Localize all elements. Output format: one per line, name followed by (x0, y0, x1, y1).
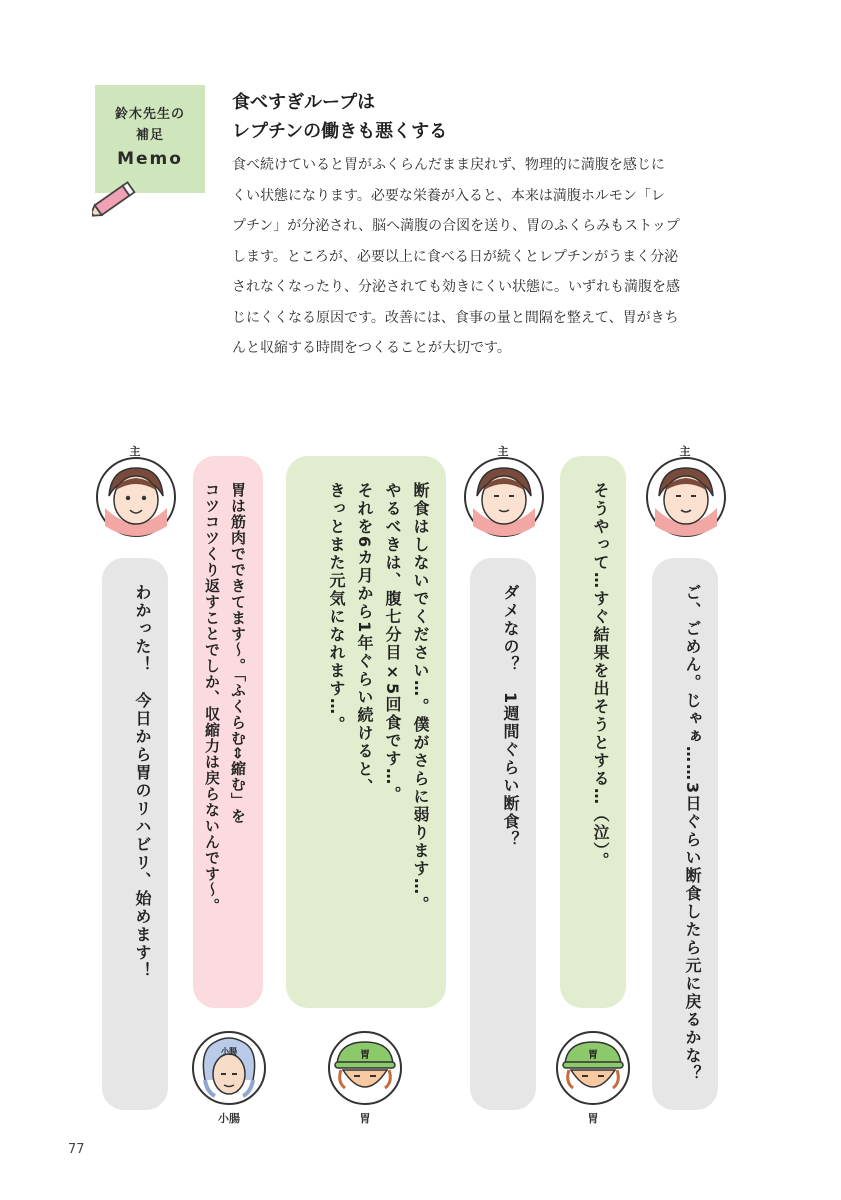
main-character-avatar (645, 456, 727, 538)
bubble-text: そうやって…すぐ結果を出そうとする…（泣）。 (591, 482, 610, 870)
memo-label-word: Memo (117, 149, 183, 169)
memo-body-line: じにくくなる原因です。改善には、食事の量と間隔を整えて、胃がきち (232, 309, 679, 326)
memo-label-line1: 鈴木先生の (114, 107, 185, 122)
memo-body-line: んと収縮する時間をつくることが大切です。 (232, 340, 511, 356)
main-character-avatar (95, 456, 177, 538)
stomach-label: 胃 (359, 1112, 371, 1125)
main-marker: 主 (679, 445, 691, 458)
bubble-text: ダメなの？ 1週間ぐらい断食？ (501, 584, 520, 850)
memo-body-line: します。ところが、必要以上に食べる日が続くとレプチンがうまく分泌 (232, 248, 679, 265)
speech-bubble-main-3 (102, 558, 168, 1110)
main-marker: 主 (129, 445, 141, 458)
memo-title-line2: レプチンの働きも悪くする (232, 121, 448, 142)
stomach-character-avatar (327, 1030, 403, 1106)
speech-bubble-stomach-1 (560, 456, 626, 1008)
memo-body-line: 食べ続けていると胃がふくらんだまま戻れず、物理的に満腹を感じに (232, 157, 665, 173)
intestine-character-avatar (191, 1030, 267, 1106)
stomach-cap-text: 胃 (588, 1050, 598, 1061)
speech-bubble-main-2 (470, 558, 536, 1110)
bubble-text: わかった！ 今日から胃のリハビリ、始めます！ (133, 584, 152, 980)
page-number: 77 (68, 1142, 85, 1157)
main-character-avatar (463, 456, 545, 538)
intestine-label: 小腸 (218, 1112, 240, 1125)
speech-bubble-stomach-2 (286, 456, 446, 1008)
bubble-text: 胃は筋肉でできてます〜。「ふくらむ⇔縮む」を コツコツくり返すことでしか、収縮力は戻らないんです〜。 (203, 482, 247, 914)
stomach-cap-text: 胃 (360, 1050, 370, 1061)
main-marker: 主 (497, 445, 509, 458)
memo-title (232, 88, 752, 146)
intestine-cap-text: 小腸 (221, 1047, 237, 1056)
memo-body-line: されなくなったり、分泌されても効きにくい状態に。いずれも満腹を感 (232, 279, 680, 295)
memo-label-line2: 補足 (135, 128, 164, 143)
bubble-text: ご、ごめん。じゃぁ……3日ぐらい断食したら元に戻るかな？ (683, 584, 702, 1084)
pencil-icon (92, 172, 142, 222)
memo-title-line1: 食べすぎループは (232, 92, 376, 113)
speech-bubble-intestine (193, 456, 263, 1008)
bubble-text: 断食はしないでください…。僕がさらに弱ります…。 やるべきは、腹七分目×5回食です…。 それを6カ月から1年ぐらい続けると、 きっとまた元気になれます…。 (327, 482, 430, 914)
stomach-label: 胃 (587, 1112, 599, 1125)
speech-bubble-main-1 (652, 558, 718, 1110)
memo-body-line: くい状態になります。必要な栄養が入ると、本来は満腹ホルモン「レ (232, 187, 665, 204)
memo-body-line: プチン」が分泌され、脳へ満腹の合図を送り、胃のふくらみもストップ (232, 218, 680, 234)
stomach-character-avatar (555, 1030, 631, 1106)
memo-body (232, 150, 752, 364)
